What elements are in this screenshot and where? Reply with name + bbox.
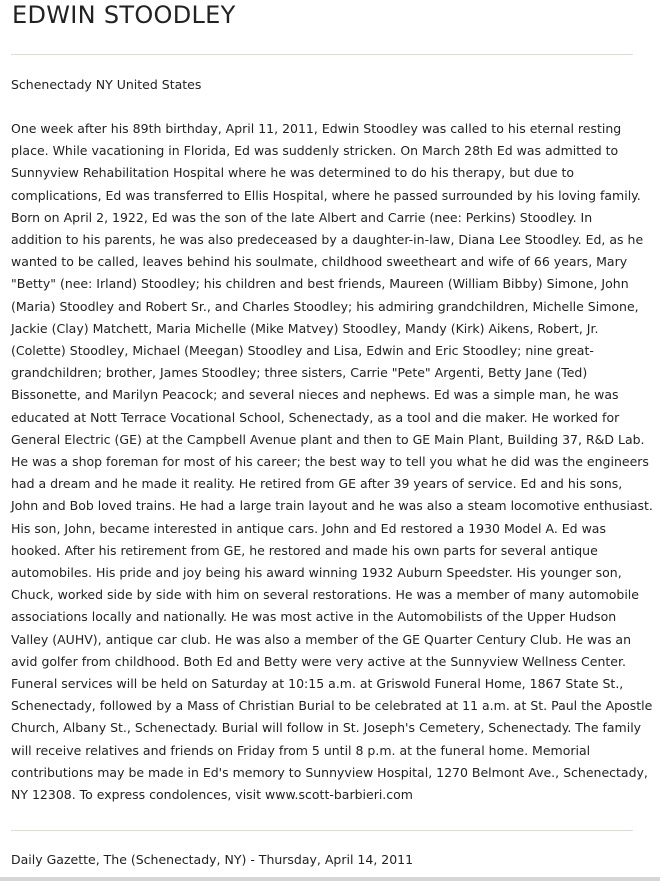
obituary-title: EDWIN STOODLEY xyxy=(12,1,236,29)
location-line: Schenectady NY United States xyxy=(11,77,202,92)
obituary-body-line: complications, Ed was transferred to Ellis Hospital, where he passed surrounded by his loving family. xyxy=(11,187,641,203)
obituary-body-line: Church, Albany St., Schenectady. Burial will follow in St. Joseph's Cemetery, Schenectady. The family xyxy=(11,720,642,736)
obituary-body-line: automobiles. His pride and joy being his award winning 1932 Auburn Speedster. His younger son, xyxy=(11,565,622,581)
obituary-body-line: contributions may be made in Ed's memory to Sunnyview Hospital, 1270 Belmont Ave., Schenectady, xyxy=(11,764,648,780)
obituary-body-line: (Colette) Stoodley, Michael (Meegan) Stoodley and Lisa, Edwin and Eric Stoodley; nine great- xyxy=(11,343,594,359)
obituary-body-line: Born on April 2, 1922, Ed was the son of the late Albert and Carrie (nee: Perkins) Stoodley. In xyxy=(11,209,593,225)
obituary-body-line: "Betty" (nee: Irland) Stoodley; his children and best friends, Maureen (William Bibby) Simone, John xyxy=(11,276,629,292)
obituary-body-line: General Electric (GE) at the Campbell Avenue plant and then to GE Main Plant, Building 37, R&D Lab. xyxy=(11,431,645,447)
obituary-body-line: grandchildren; brother, James Stoodley; three sisters, Carrie "Pete" Argenti, Betty Jane (Ted) xyxy=(11,365,588,381)
bottom-divider xyxy=(11,830,633,831)
page-bottom-edge xyxy=(0,877,660,881)
obituary-body-line: wanted to be called, leaves behind his soulmate, childhood sweetheart and wife of 66 years, Mary xyxy=(11,254,628,270)
top-divider xyxy=(11,54,633,55)
obituary-body-line: Schenectady, followed by a Mass of Christian Burial to be celebrated at 11 a.m. at St. Paul the Apostle xyxy=(11,698,653,714)
obituary-body-line: will receive relatives and friends on Friday from 5 until 8 p.m. at the funeral home. Memorial xyxy=(11,742,591,758)
obituary-body-line: His son, John, became interested in antique cars. John and Ed restored a 1930 Model A. Ed was xyxy=(11,520,606,536)
obituary-body-line: place. While vacationing in Florida, Ed was suddenly stricken. On March 28th Ed was admitted to xyxy=(11,143,619,159)
obituary-body-line: Bissonette, and Marilyn Peacock; and several nieces and nephews. Ed was a simple man, he was xyxy=(11,387,619,403)
obituary-body-line: John and Bob loved trains. He had a large train layout and he was also a steam locomotive enthusiast. xyxy=(11,498,653,514)
obituary-body-line: Valley (AUHV), antique car club. He was also a member of the GE Quarter Century Club. He was an xyxy=(11,631,632,647)
obituary-body-line: Sunnyview Rehabilitation Hospital where he was determined to do his therapy, but due to xyxy=(11,165,575,181)
obituary-body-line: had a dream and he made it reality. He retired from GE after 39 years of service. Ed and his sons, xyxy=(11,476,623,492)
obituary-body-line: One week after his 89th birthday, April 11, 2011, Edwin Stoodley was called to his eternal resting xyxy=(11,121,622,136)
obituary-body xyxy=(11,118,653,806)
obituary-body-line: Jackie (Clay) Matchett, Maria Michelle (Mike Matvey) Stoodley, Mandy (Kirk) Aikens, Robert, Jr. xyxy=(11,320,599,336)
obituary-body-line: hooked. After his retirement from GE, he restored and made his own parts for several antique xyxy=(11,542,598,558)
obituary-body-line: (Maria) Stoodley and Robert Sr., and Charles Stoodley; his admiring grandchildren, Michelle Simone, xyxy=(11,298,639,314)
obituary-body-line: He was a shop foreman for most of his career; the best way to tell you what he did was the engineers xyxy=(11,454,649,470)
obituary-body-line: addition to his parents, he was also predeceased by a daughter-in-law, Diana Lee Stoodley. Ed, as he xyxy=(11,232,644,248)
obituary-body-line: NY 12308. To express condolences, visit www.scott-barbieri.com xyxy=(11,787,413,803)
publication-source: Daily Gazette, The (Schenectady, NY) - Thursday, April 14, 2011 xyxy=(11,852,414,867)
obituary-body-line: associations locally and nationally. He was most active in the Automobilists of the Upper Hudson xyxy=(11,609,617,625)
obituary-body-line: Funeral services will be held on Saturday at 10:15 a.m. at Griswold Funeral Home, 1867 State St., xyxy=(11,676,624,692)
obituary-body-line: Chuck, worked side by side with him on several restorations. He was a member of many automobile xyxy=(11,587,639,603)
obituary-body-line: avid golfer from childhood. Both Ed and Betty were very active at the Sunnyview Wellness Center. xyxy=(11,653,626,669)
obituary-body-line: educated at Nott Terrace Vocational School, Schenectady, as a tool and die maker. He worked for xyxy=(11,409,620,425)
